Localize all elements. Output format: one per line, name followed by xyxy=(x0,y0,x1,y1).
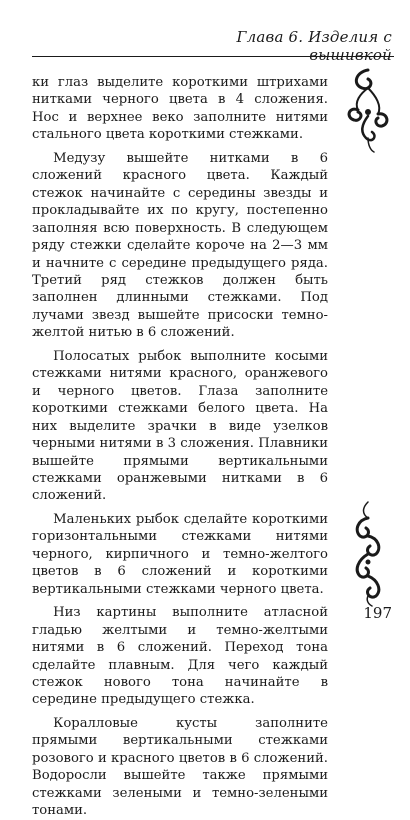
paragraph: Полосатых рыбок выполните косыми стежками нитями красного, оранжевого и черного цветов. Глаза заполните короткими стежками белого цвета. На них выделите зрачки в виде узелков черными нитями в 3 сложения. Плавники вышейте прямыми вертикальными стежками оранжевыми нитками в 6 сложений. xyxy=(32,348,328,504)
page-number: 197 xyxy=(363,604,392,622)
paragraph: Медузу вышейте нитками в 6 сложений красного цвета. Каждый стежок начинайте с середины звезды и прокладывайте их по кругу, постепенно заполняя всю поверхность. В следующем ряду стежки сделайте короче на 2—3 мм и начните с середине предыдущего ряда. Третий ряд стежков должен быть заполнен длинными стежками. Под лучами звезд вышейте присоски темно-желтой нитью в 6 сложений. xyxy=(32,150,328,341)
flourish-ornament-icon xyxy=(338,498,398,608)
header-rule xyxy=(32,56,394,57)
flourish-ornament-icon xyxy=(338,66,398,156)
paragraph: ки глаз выделите короткими штрихами нитками черного цвета в 4 сложения. Нос и верхнее веко заполните нитями стального цвета короткими стежками. xyxy=(32,75,328,143)
paragraph: Маленьких рыбок сделайте короткими горизонтальными стежками нитями черного, кирпичного и темно-желтого цветов в 6 сложений и короткими вертикальными стежками черного цвета. xyxy=(32,511,328,597)
body-text xyxy=(32,74,328,820)
running-title: Глава 6. Изделия с вышивкой xyxy=(236,28,392,64)
paragraph: Коралловые кусты заполните прямыми вертикальными стежками розового и красного цветов в 6 сложений. Водоросли вышейте также прямыми стежками зелеными и темно-зелеными тонами. xyxy=(32,715,328,819)
paragraph: Низ картины выполните атласной гладью желтыми и темно-желтыми нитями в 6 сложений. Переход тона сделайте плавным. Для чего каждый стежок нового тона начинайте в середине предыдущего стежка. xyxy=(32,605,328,708)
